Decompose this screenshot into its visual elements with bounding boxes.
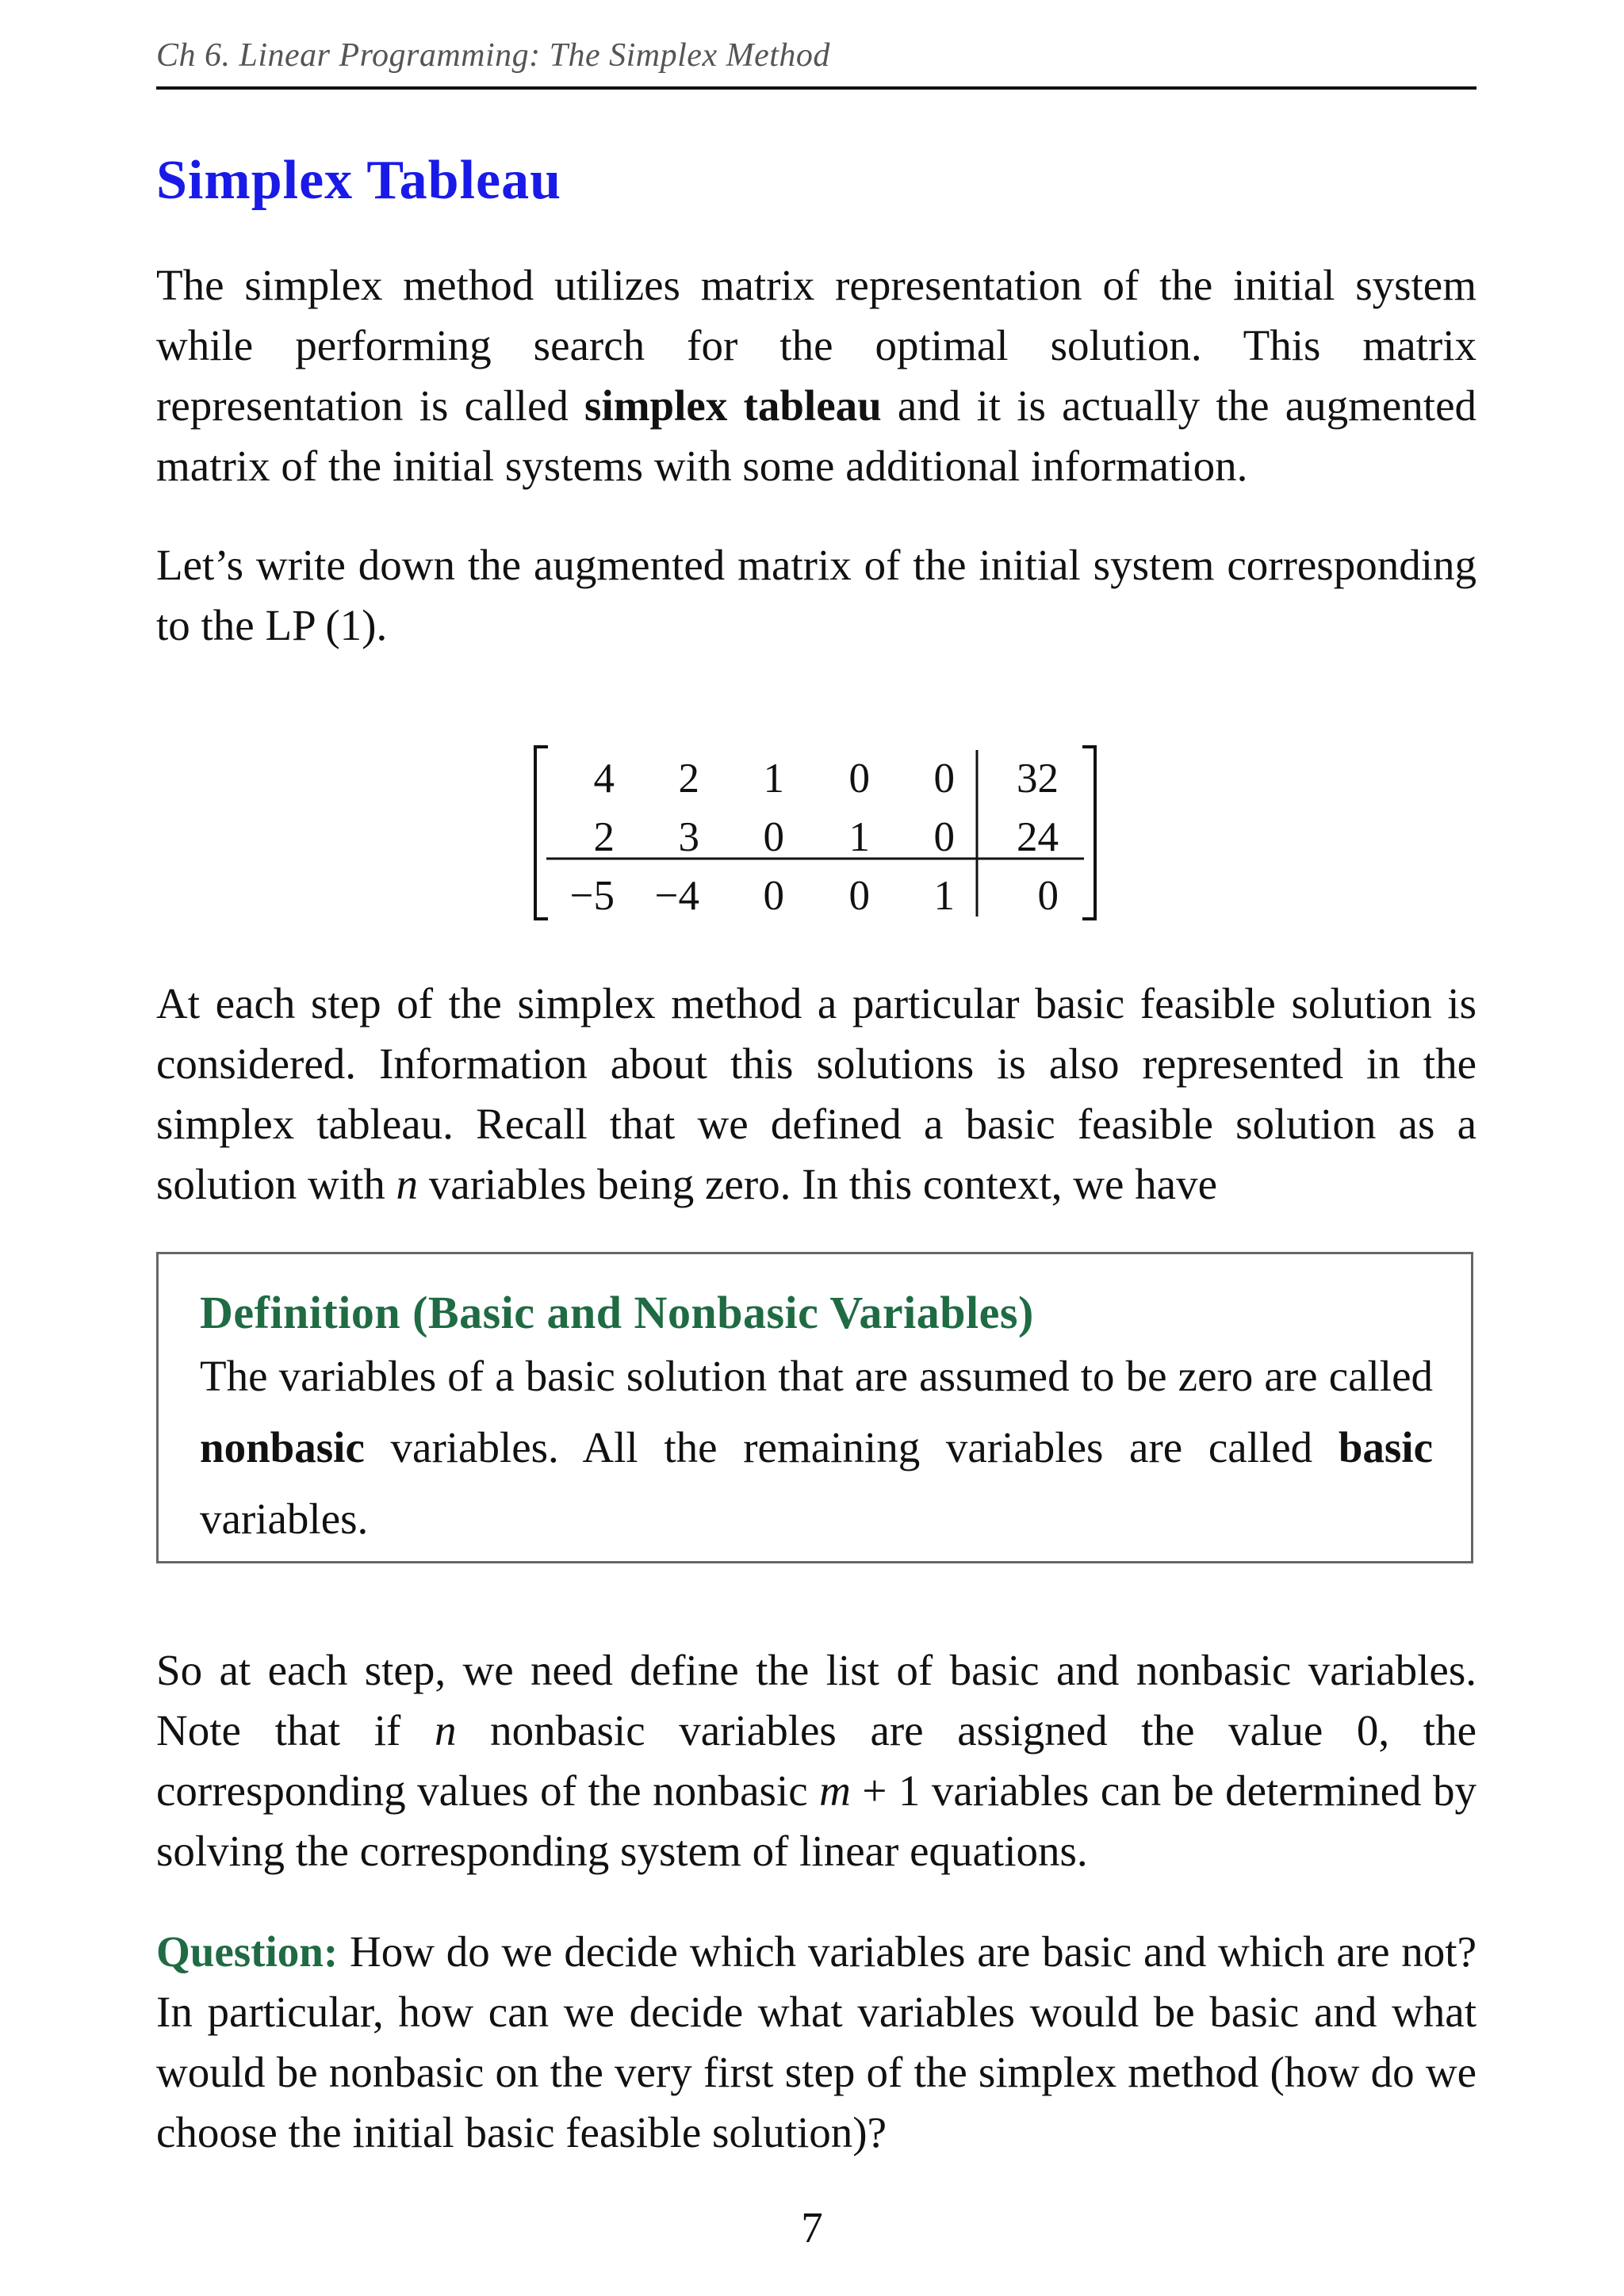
- paragraph-intro-text-b: and it is actually the augmented matrix of the initial systems with some additional information.: [156, 381, 1477, 490]
- matrix-cell: 1: [763, 756, 784, 802]
- matrix-cell: 32: [1017, 756, 1059, 802]
- matrix-cell: 0: [933, 814, 955, 860]
- paragraph-intro-text-a: The simplex method utilizes matrix representation of the initial system while performing search for the optimal solution. This matrix representation is called: [156, 261, 1477, 430]
- paragraph-question: [156, 1922, 1477, 2163]
- header-rule: [156, 86, 1477, 90]
- matrix-cell: 2: [678, 756, 699, 802]
- variable-n: n: [434, 1706, 457, 1755]
- paragraph-intro: [156, 255, 1477, 496]
- matrix-cell: 0: [763, 814, 784, 860]
- variable-n: n: [396, 1160, 419, 1208]
- paragraph-each-step-text-c: + 1 variables can be determined by solving the corresponding system of linear equations.: [156, 1766, 1477, 1875]
- paragraph-each-step: [156, 1640, 1477, 1881]
- matrix-cell: −4: [654, 873, 699, 919]
- term-nonbasic: nonbasic: [200, 1423, 365, 1471]
- page-number: 7: [801, 2203, 823, 2252]
- running-head: Ch 6. Linear Programming: The Simplex Method: [156, 37, 830, 74]
- paragraph-each-step-text-a: So at each step, we need define the list of basic and nonbasic variables. Note that if: [156, 1646, 1477, 1755]
- paragraph-basic-feasible-text-b: variables being zero. In this context, we have: [418, 1160, 1217, 1208]
- paragraph-basic-feasible-text-a: At each step of the simplex method a particular basic feasible solution is considered. Information about this solutions is also represented in the simplex tableau. Recall that we defined a basic feasible solution as a solution with: [156, 979, 1477, 1208]
- matrix-cell: 1: [848, 814, 870, 860]
- matrix-cell: 0: [1037, 873, 1059, 919]
- paragraph-augmented-matrix: Let’s write down the augmented matrix of the initial system corresponding to the LP (1).: [156, 541, 1477, 649]
- matrix-cell: 0: [763, 873, 784, 919]
- matrix-cell: 2: [593, 814, 615, 860]
- definition-text-b: variables. All the remaining variables are called: [364, 1423, 1339, 1471]
- matrix-cell: 4: [593, 756, 615, 802]
- term-basic: basic: [1338, 1423, 1433, 1471]
- definition-body: [200, 1341, 1433, 1555]
- matrix-cell: 0: [848, 873, 870, 919]
- paragraph-basic-feasible: [156, 974, 1477, 1215]
- definition-box: [156, 1252, 1473, 1563]
- question-text: How do we decide which variables are basic and which are not? In particular, how can we decide what variables would be basic and what would be nonbasic on the very first step of the simplex method (how do we choose the initial basic feasible solution)?: [156, 1927, 1477, 2156]
- matrix-cell: −5: [569, 873, 615, 919]
- variable-m: m: [819, 1766, 851, 1815]
- matrix-cell: 3: [678, 814, 699, 860]
- question-label: Question:: [156, 1927, 339, 1976]
- definition-title: Definition (Basic and Nonbasic Variables): [200, 1287, 1034, 1338]
- paragraph-each-step-text-b: nonbasic variables are assigned the value 0, the corresponding values of the nonbasic: [156, 1706, 1477, 1815]
- matrix-cell: 0: [933, 756, 955, 802]
- matrix-cell: 24: [1017, 814, 1059, 860]
- matrix-cell: 0: [848, 756, 870, 802]
- augmented-matrix: [527, 744, 1106, 922]
- term-simplex-tableau: simplex tableau: [584, 381, 882, 430]
- definition-text-a: The variables of a basic solution that are assumed to be zero are called: [200, 1352, 1433, 1400]
- section-title: Simplex Tableau: [156, 150, 562, 211]
- definition-text-c: variables.: [200, 1494, 369, 1543]
- matrix-cell: 1: [933, 873, 955, 919]
- right-bracket: [1082, 747, 1095, 919]
